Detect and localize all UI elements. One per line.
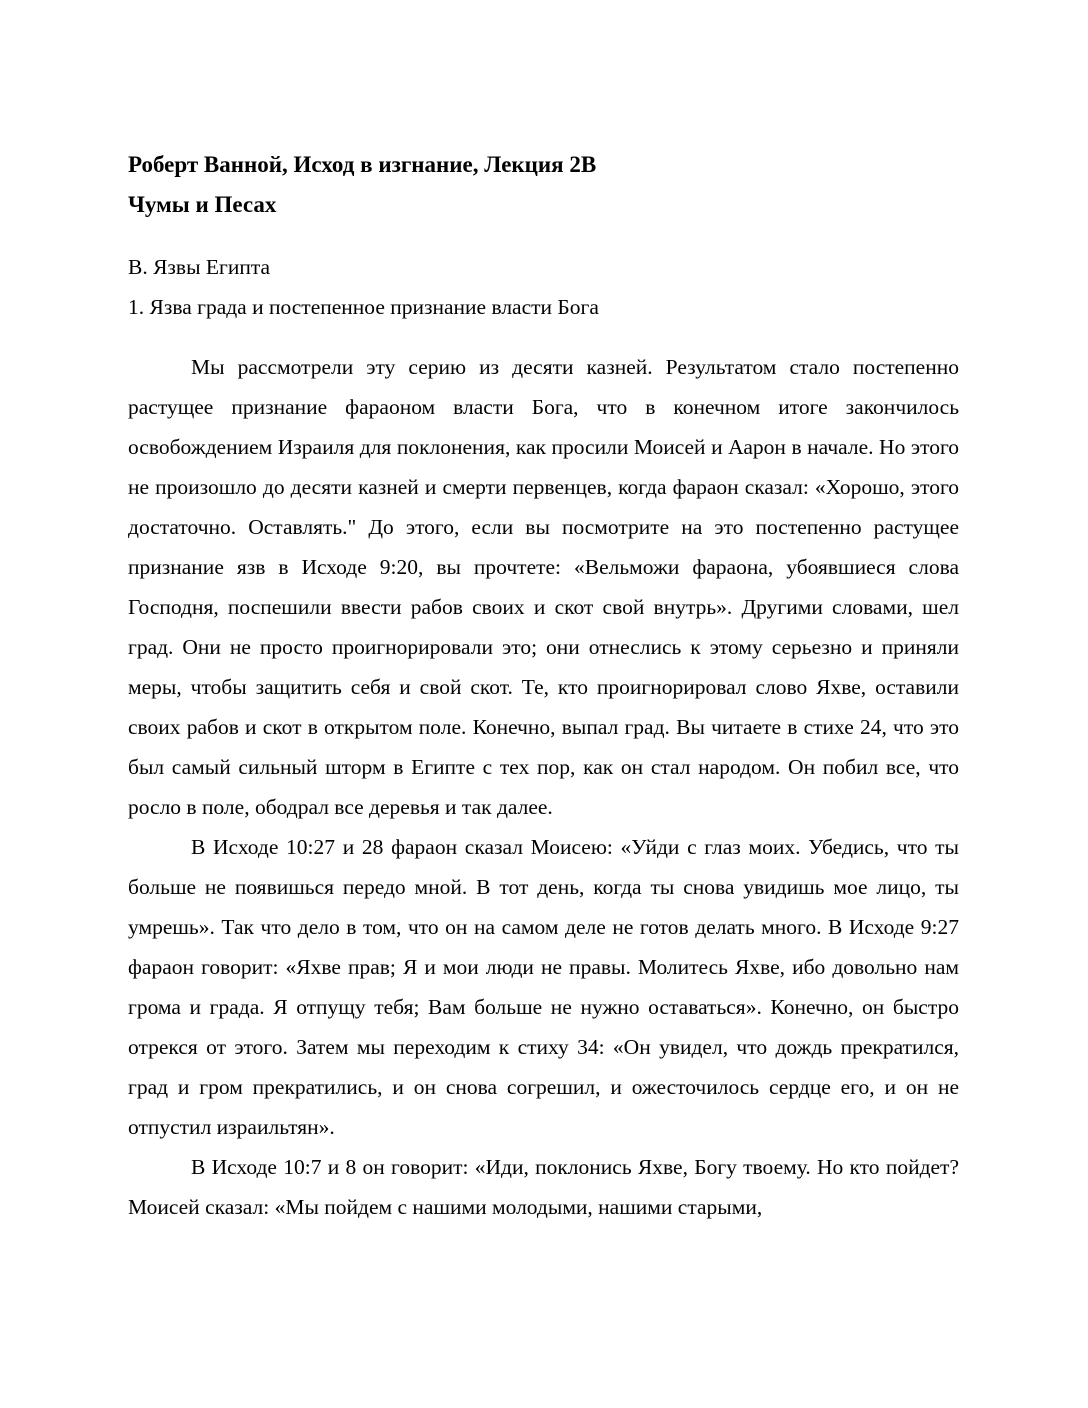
document-title: Роберт Ванной, Исход в изгнание, Лекция 2В	[128, 152, 597, 177]
spacer	[128, 225, 960, 247]
subsection-heading: 1. Язва града и постепенное признание власти Бога	[128, 295, 599, 319]
section-heading: В. Язвы Египта	[128, 255, 271, 279]
paragraph-3: В Исходе 10:7 и 8 он говорит: «Иди, поклонись Яхве, Богу твоему. Но кто пойдет? Моисей сказал: «Мы пойдем с нашими молодыми, нашими старыми,	[128, 1155, 959, 1219]
spacer	[128, 327, 960, 347]
paragraph-1: Мы рассмотрели эту серию из десяти казней. Результатом стало постепенно растущее признание фараоном власти Бога, что в конечном итоге закончилось освобождением Израиля для поклонения, как просили Моисей и Аарон в начале. Но этого не произошло до десяти казней и смерти первенцев, когда фараон сказал: «Хорошо, этого достаточно. Оставлять." До этого, если вы посмотрите на это постепенно растущее признание язв в Исходе 9:20, вы прочтете: «Вельможи фараона, убоявшиеся слова Господня, поспешили ввести рабов своих и скот свой внутрь». Другими словами, шел град. Они не просто проигнорировали это; они отнеслись к этому серьезно и приняли меры, чтобы защитить себя и свой скот. Те, кто проигнорировал слово Яхве, оставили своих рабов и скот в открытом поле. Конечно, выпал град. Вы читаете в стихе 24, что это был самый сильный шторм в Египте с тех пор, как он стал народом. Он побил все, что росло в поле, ободрал все деревья и так далее.	[128, 355, 959, 819]
document-subtitle: Чумы и Песах	[128, 192, 277, 217]
paragraph-2: В Исходе 10:27 и 28 фараон сказал Моисею: «Уйди с глаз моих. Убедись, что ты больше не появишься передо мной. В тот день, когда ты снова увидишь мое лицо, ты умрешь». Так что дело в том, что он на самом деле не готов делать много. В Исходе 9:27 фараон говорит: «Яхве прав; Я и мои люди не правы. Молитесь Яхве, ибо довольно нам грома и града. Я отпущу тебя; Вам больше не нужно оставаться». Конечно, он быстро отрекся от этого. Затем мы переходим к стиху 34: «Он увидел, что дождь прекратился, град и гром прекратились, и он снова согрешил, и ожесточилось сердце его, и он не отпустил израильтян».	[128, 835, 959, 1139]
